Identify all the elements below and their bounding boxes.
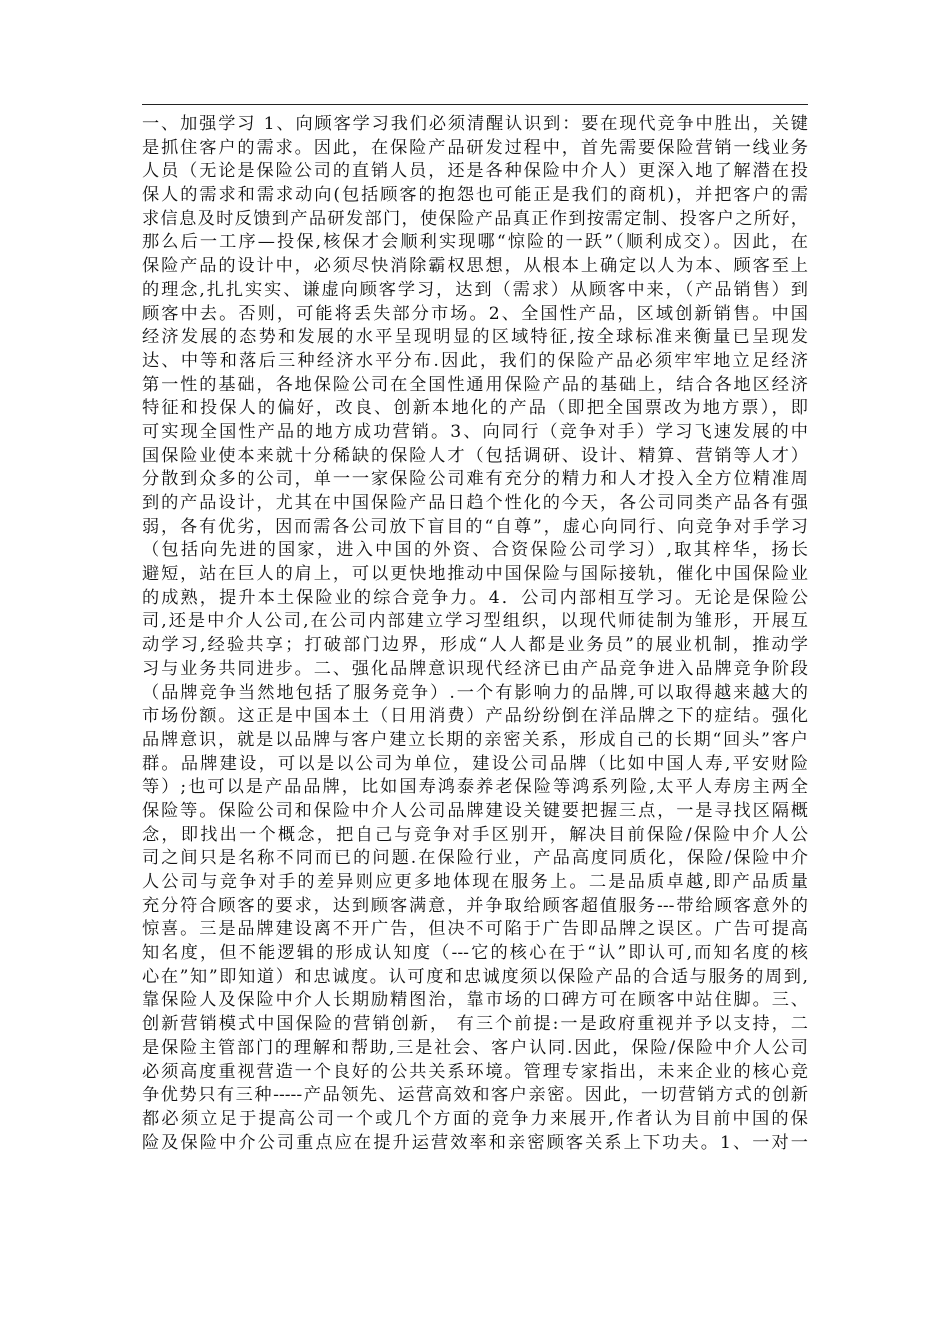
text-line: 保人的需求和需求动向(包括顾客的抱怨也可能正是我们的商机)，并把客户的需 <box>142 185 808 206</box>
text-line: 险及保险中介公司重点应在提升运营效率和亲密顾客关系上下功夫。1、一对一 <box>142 1132 808 1153</box>
text-line: 念，即找出一个概念，把自己与竞争对手区别开，解决目前保险/保险中介人公 <box>142 824 808 845</box>
text-line: 品牌意识，就是以品牌与客户建立长期的亲密关系，形成自己的长期“回头”客户 <box>142 729 808 750</box>
text-line: 是保险主管部门的理解和帮助,三是社会、客户认同.因此，保险/保险中介人公司 <box>142 1037 808 1058</box>
text-line: 知名度，但不能逻辑的形成认知度（---它的核心在于“认”即认可,而知名度的核 <box>142 943 808 964</box>
text-line: 避短，站在巨人的肩上，可以更快地推动中国保险与国际接轨，催化中国保险业 <box>142 564 808 585</box>
header-rule <box>142 104 808 105</box>
text-line: 的成熟，提升本土保险业的综合竞争力。4．公司内部相互学习。无论是保险公 <box>142 587 808 608</box>
text-line: 分散到众多的公司，单一一家保险公司难有充分的精力和人才投入全方位精准周 <box>142 469 808 490</box>
text-line: 创新营销模式中国保险的营销创新， 有三个前提:一是政府重视并予以支持，二 <box>142 1014 808 1035</box>
text-line: 都必须立足于提高公司一个或几个方面的竞争力来展开,作者认为目前中国的保 <box>142 1108 808 1129</box>
text-line: 一、加强学习 1、向顾客学习我们必须清醒认识到：要在现代竞争中胜出，关键 <box>142 114 808 134</box>
text-line: 争优势只有三种-----产品领先、运营高效和客户亲密。因此，一切营销方式的创新 <box>142 1085 808 1106</box>
text-line: 经济发展的态势和发展的水平呈现明显的区域特征,按全球标准来衡量已呈现发 <box>142 327 808 348</box>
text-line: 惊喜。三是品牌建设离不开广告，但决不可陷于广告即品牌之误区。广告可提高 <box>142 919 808 940</box>
text-line: 市场份额。这正是中国本土（日用消费）产品纷纷倒在洋品牌之下的症结。强化 <box>142 706 808 727</box>
document-body <box>142 113 808 1155</box>
text-line: 靠保险人及保险中介人长期励精图治，靠市场的口碑方可在顾客中站住脚。三、 <box>142 990 808 1011</box>
text-line: 动学习,经验共享；打破部门边界，形成“人人都是业务员”的展业机制，推动学 <box>142 635 808 656</box>
text-line: 保险等。保险公司和保险中介人公司品牌建设关键要把握三点，一是寻找区隔概 <box>142 800 808 821</box>
text-line: 人公司与竞争对手的差异则应更多地体现在服务上。二是品质卓越,即产品质量 <box>142 872 808 892</box>
text-line: 等）;也可以是产品品牌，比如国寿鸿泰养老保险等鸿系列险,太平人寿房主两全 <box>142 777 808 798</box>
text-line: 弱，各有优劣，因而需各公司放下盲目的“自尊”，虚心向同行、向竞争对手学习 <box>142 516 808 537</box>
text-line: （品牌竞争当然地包括了服务竞争）.一个有影响力的品牌,可以取得越来越大的 <box>142 682 808 703</box>
text-line: 司,还是中介人公司,在公司内部建立学习型组织，以现代师徒制为雏形，开展互 <box>142 611 808 632</box>
text-line: 国保险业使本来就十分稀缺的保险人才（包括调研、设计、精算、营销等人才） <box>142 445 808 466</box>
text-line: 顾客中去。否则，可能将丢失部分市场。2、全国性产品，区域创新销售。中国 <box>142 303 808 324</box>
text-line: 第一性的基础，各地保险公司在全国性通用保险产品的基础上，结合各地区经济 <box>142 374 808 395</box>
text-line: 保险产品的设计中，必须尽快消除霸权思想，从根本上确定以人为本、顾客至上 <box>142 256 808 277</box>
text-line: 司之间只是名称不同而已的问题.在保险行业，产品高度同质化，保险/保险中介 <box>142 848 808 869</box>
text-line: 可实现全国性产品的地方成功营销。3、向同行（竞争对手）学习飞速发展的中 <box>142 421 808 442</box>
text-line: 达、中等和落后三种经济水平分布.因此，我们的保险产品必须牢牢地立足经济 <box>142 350 808 371</box>
text-line: 群。品牌建设，可以是以公司为单位，建设公司品牌（比如中国人寿,平安财险 <box>142 753 808 774</box>
text-line: 人员（无论是保险公司的直销人员，还是各种保险中介人）更深入地了解潜在投 <box>142 161 808 182</box>
text-line: 必须高度重视营造一个良好的公共关系环境。管理专家指出，未来企业的核心竞 <box>142 1061 808 1082</box>
text-line: 那么后一工序—投保,核保才会顺利实现哪“惊险的一跃”（顺利成交）。因此，在 <box>142 232 808 253</box>
text-line: 特征和投保人的偏好，改良、创新本地化的产品（即把全国票改为地方票），即 <box>142 398 808 419</box>
text-line: 求信息及时反馈到产品研发部门，使保险产品真正作到按需定制、投客户之所好， <box>142 208 808 229</box>
text-line: 的理念,扎扎实实、谦虚向顾客学习，达到（需求）从顾客中来，（产品销售）到 <box>142 279 808 300</box>
text-line: （包括向先进的国家，进入中国的外资、合资保险公司学习）,取其梓华，扬长 <box>142 540 808 561</box>
text-line: 是抓住客户的需求。因此，在保险产品研发过程中，首先需要保险营销一线业务 <box>142 137 808 158</box>
text-line: 习与业务共同进步。二、强化品牌意识现代经济已由产品竞争进入品牌竞争阶段 <box>142 658 808 679</box>
text-line: 心在”知”即知道）和忠诚度。认可度和忠诚度须以保险产品的合适与服务的周到, <box>142 966 808 987</box>
text-line: 充分符合顾客的要求，达到顾客满意，并争取给顾客超值服务---带给顾客意外的 <box>142 895 808 916</box>
text-line: 到的产品设计，尤其在中国保险产品日趋个性化的今天，各公司同类产品各有强 <box>142 493 808 513</box>
